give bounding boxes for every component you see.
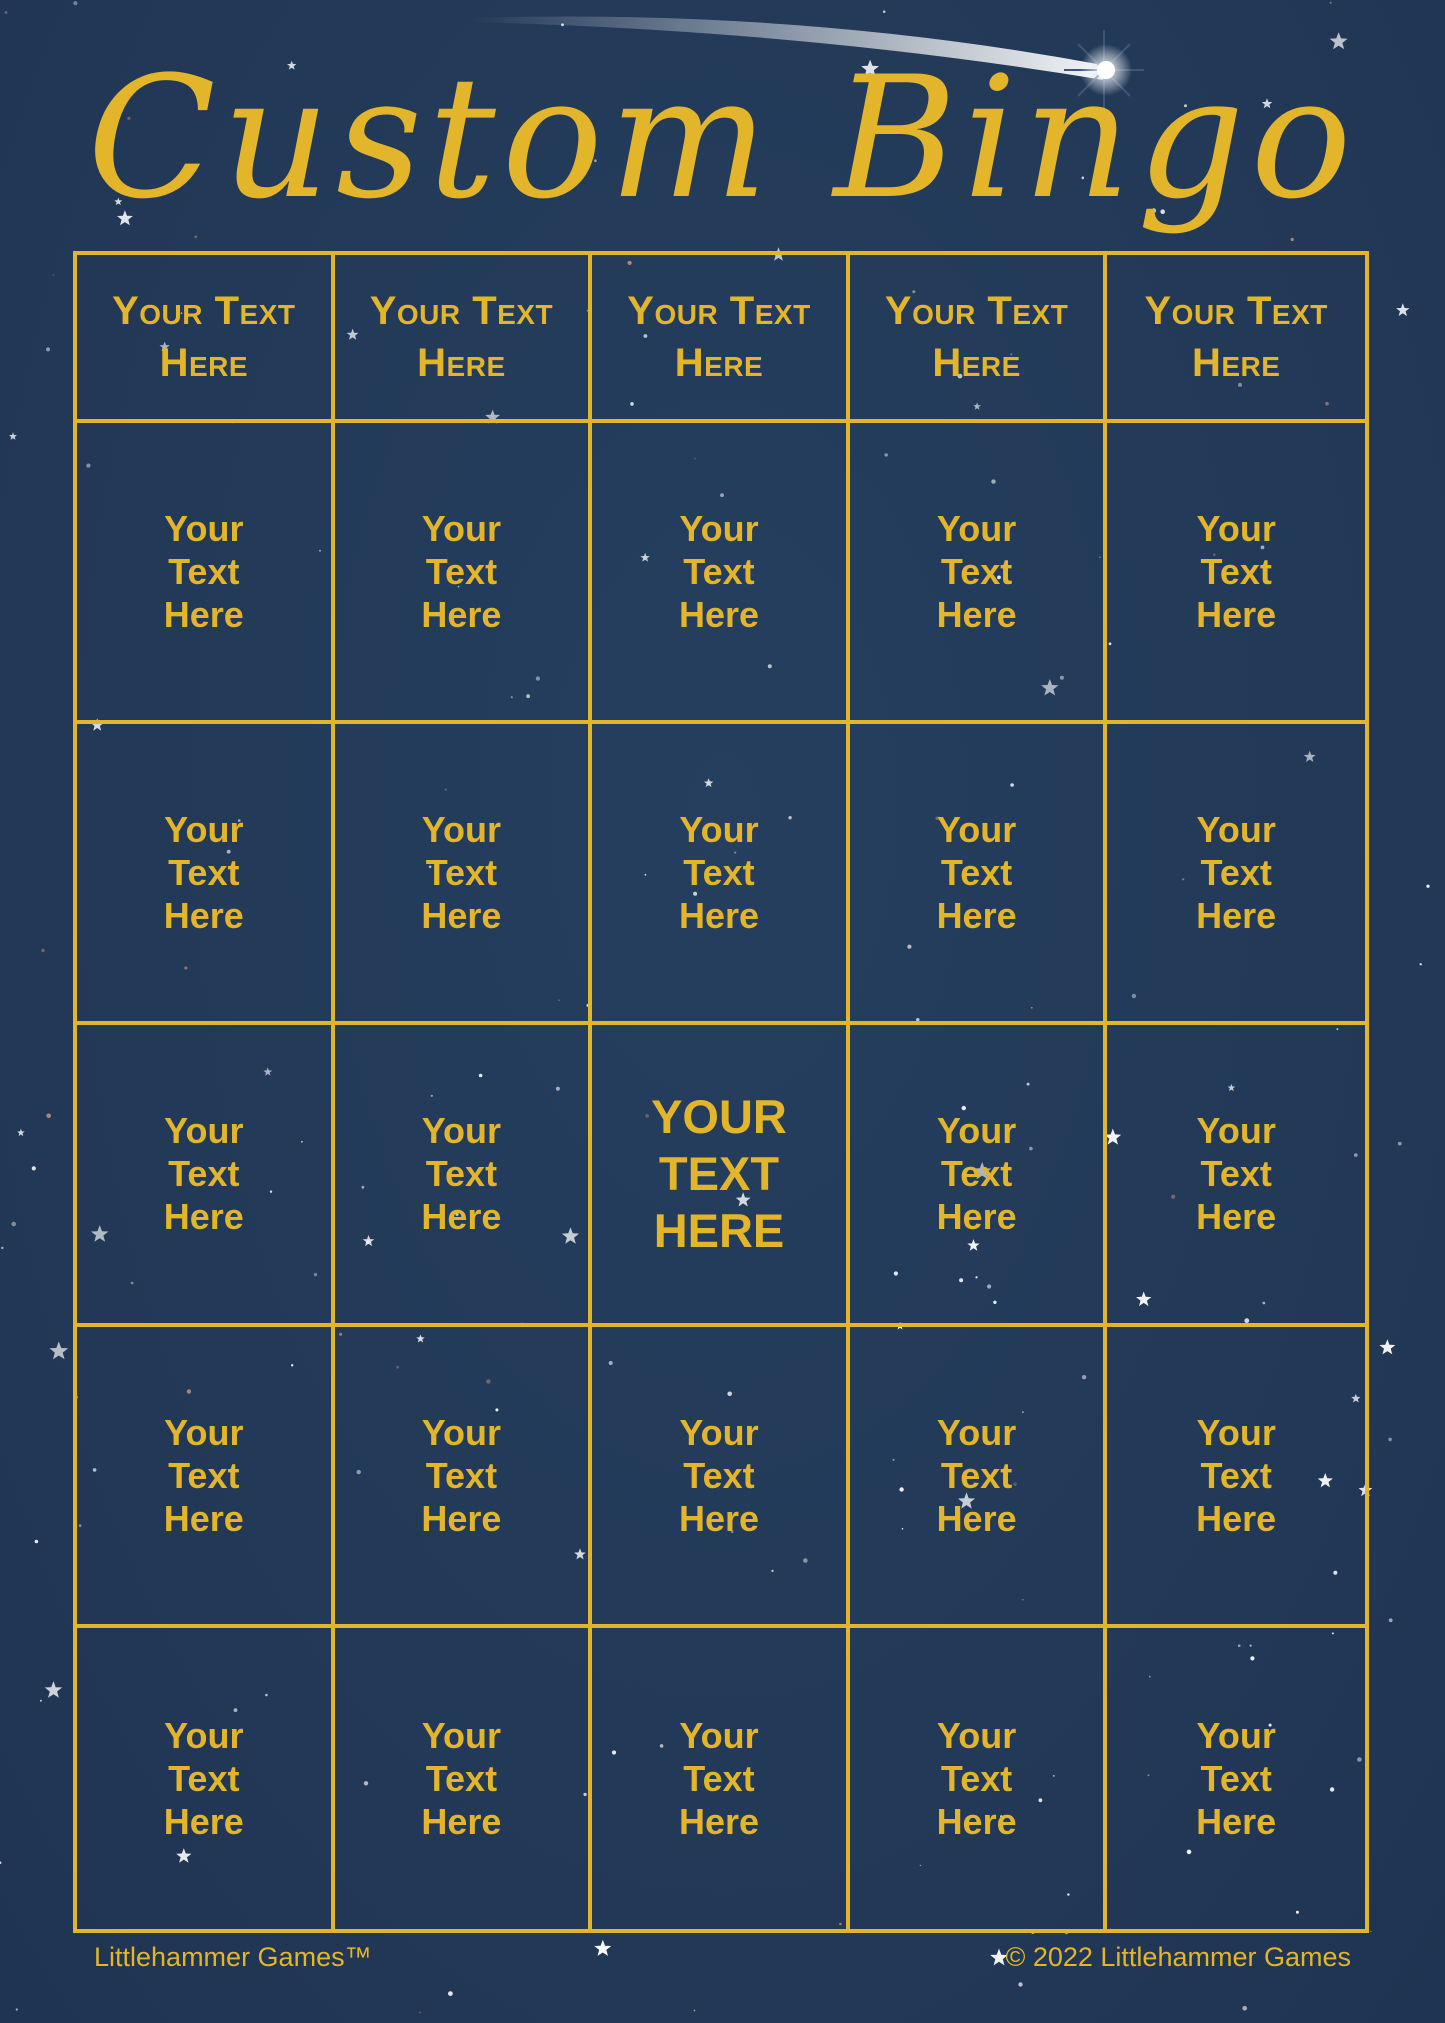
bingo-cell-text: Your Text Here <box>421 508 502 636</box>
bingo-cell <box>1107 423 1365 724</box>
star-dot <box>46 347 50 351</box>
header-cell <box>1107 255 1365 423</box>
header-cell <box>335 255 593 423</box>
bingo-cell-text: Your Text Here <box>163 508 244 636</box>
star-icon <box>17 1129 25 1136</box>
header-cell <box>77 255 335 423</box>
bingo-cell <box>335 1628 593 1929</box>
bingo-cell <box>77 1025 335 1326</box>
bingo-cell <box>1107 1025 1365 1326</box>
bingo-cell-text: Your Text Here <box>163 1714 244 1842</box>
bingo-cell-text: Your Text Here <box>163 1110 244 1238</box>
page-title: Custom Bingo <box>87 40 1358 236</box>
bingo-cell <box>77 1628 335 1929</box>
bingo-cell-text: Your Text Here <box>678 1411 760 1539</box>
bingo-cell-text: Your Text Here <box>678 809 760 937</box>
star-dot <box>1 1247 3 1249</box>
header-cell-text: Your Text Here <box>884 289 1069 385</box>
bingo-cell-text: Your Text Here <box>936 1110 1017 1238</box>
bingo-cell <box>850 724 1108 1025</box>
bingo-cell <box>335 1327 593 1628</box>
star-icon <box>594 1940 611 1956</box>
star-dot <box>16 2008 18 2010</box>
bingo-cell <box>77 1327 335 1628</box>
bingo-cell <box>1107 1327 1365 1628</box>
star-dot <box>1420 963 1422 965</box>
star-dot <box>1426 885 1429 888</box>
bingo-cell-text: Your Text Here <box>163 1411 244 1539</box>
star-dot <box>1398 1142 1402 1146</box>
bingo-cell <box>1107 724 1365 1025</box>
bingo-cell <box>1107 1628 1365 1929</box>
star-dot <box>1018 1982 1022 1986</box>
footer-brand: Littlehammer Games™ <box>94 1942 372 1972</box>
bingo-cell-text: Your Text Here <box>678 1714 760 1842</box>
star-dot <box>41 949 44 952</box>
bingo-cell-text: Your Text Here <box>421 1411 502 1539</box>
bingo-grid <box>73 251 1369 1933</box>
bingo-cell-text: Your Text Here <box>1196 508 1277 636</box>
bingo-cell-text: Your Text Here <box>678 508 760 636</box>
bingo-cell <box>77 423 335 724</box>
star-dot <box>11 1222 16 1227</box>
star-dot <box>32 1166 36 1170</box>
star-icon <box>1396 303 1409 316</box>
star-icon <box>49 1342 68 1360</box>
bingo-cell <box>592 1628 850 1929</box>
bingo-cell <box>592 724 850 1025</box>
bingo-cell <box>335 1025 593 1326</box>
star-dot <box>1242 2006 1247 2011</box>
header-cell-text: Your Text Here <box>1144 289 1328 385</box>
bingo-cell <box>850 1025 1108 1326</box>
star-icon <box>45 1681 63 1698</box>
star-dot <box>419 2012 421 2014</box>
bingo-cell-text: Your Text Here <box>1196 1411 1277 1539</box>
bingo-cell <box>592 423 850 724</box>
bingo-cell-text: Your Text Here <box>421 1714 502 1842</box>
bingo-cell <box>335 724 593 1025</box>
free-space-cell-text: YOUR TEXT HERE <box>651 1090 787 1258</box>
star-dot <box>0 1861 1 1864</box>
bingo-cell-text: Your Text Here <box>421 809 502 937</box>
star-dot <box>694 2010 696 2012</box>
bingo-cell <box>592 1327 850 1628</box>
header-cell-text: Your Text Here <box>369 289 554 385</box>
bingo-cell <box>850 423 1108 724</box>
star-dot <box>448 1991 453 1996</box>
bingo-cell-text: Your Text Here <box>1196 809 1277 937</box>
star-dot <box>35 1540 39 1544</box>
header-cell-text: Your Text Here <box>627 289 811 385</box>
star-dot <box>40 1700 42 1702</box>
bingo-cell-text: Your Text Here <box>1196 1110 1277 1238</box>
star-dot <box>1388 1438 1392 1442</box>
header-cell <box>850 255 1108 423</box>
star-dot <box>1370 1931 1372 1933</box>
bingo-cell-text: Your Text Here <box>936 1411 1017 1539</box>
bingo-cell-text: Your Text Here <box>421 1110 502 1238</box>
bingo-cell <box>850 1327 1108 1628</box>
star-dot <box>1389 1618 1393 1622</box>
star-icon <box>9 432 17 440</box>
bingo-cell-text: Your Text Here <box>936 809 1017 937</box>
header-cell-text: Your Text Here <box>112 289 296 385</box>
bingo-cell <box>335 423 593 724</box>
bingo-cell-text: Your Text Here <box>1196 1714 1277 1842</box>
header-cell <box>592 255 850 423</box>
free-space-cell <box>592 1025 850 1326</box>
star-icon <box>1379 1339 1395 1354</box>
bingo-cell <box>850 1628 1108 1929</box>
bingo-cell-text: Your Text Here <box>936 1714 1017 1842</box>
star-dot <box>53 274 55 276</box>
star-dot <box>46 1114 51 1119</box>
footer-copyright: © 2022 Littlehammer Games <box>1005 1942 1351 1972</box>
bingo-cell-text: Your Text Here <box>163 809 244 937</box>
bingo-cell-text: Your Text Here <box>936 508 1017 636</box>
bingo-cell <box>77 724 335 1025</box>
